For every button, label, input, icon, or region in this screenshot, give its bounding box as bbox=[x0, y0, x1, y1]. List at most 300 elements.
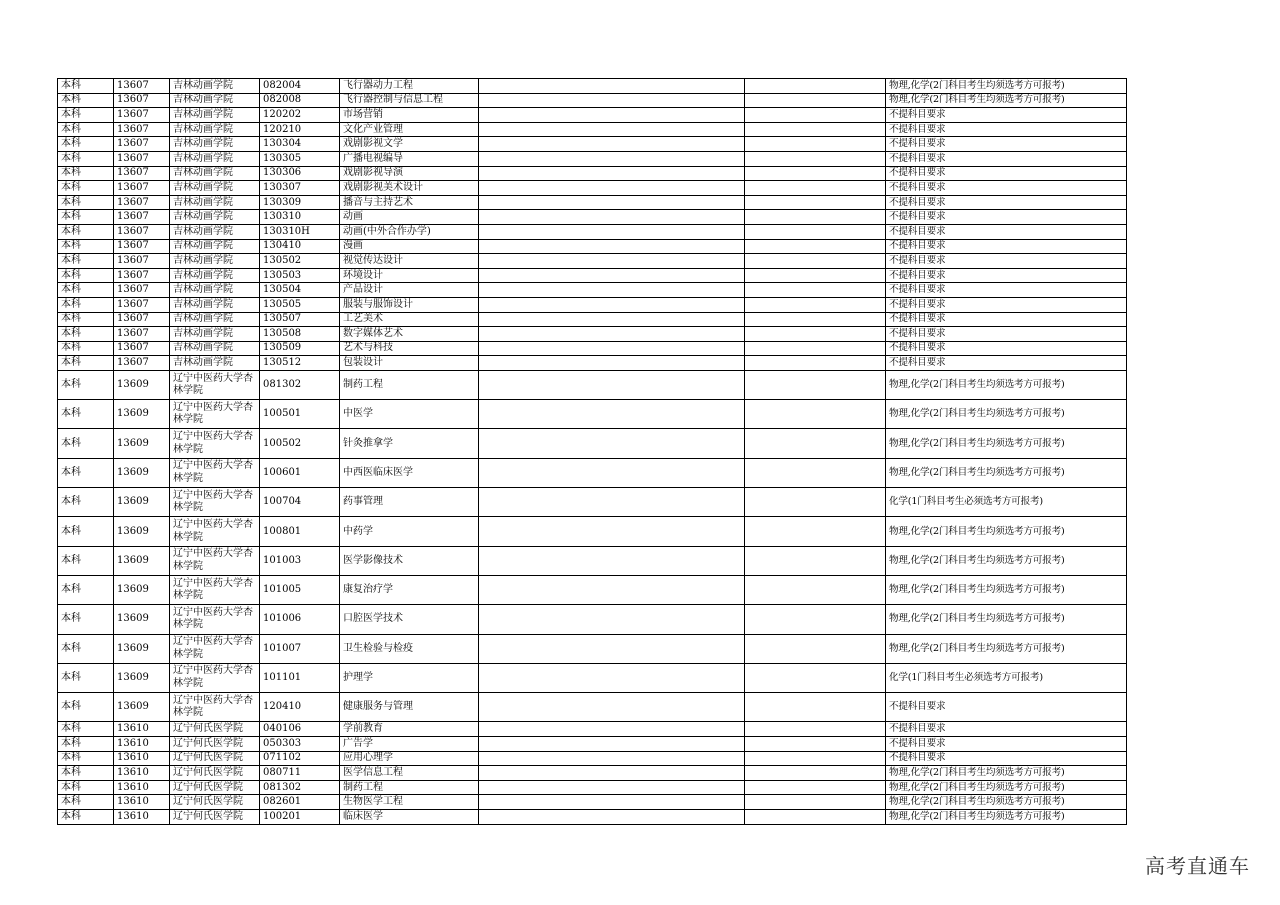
blank-cell bbox=[479, 151, 745, 166]
level-cell: 本科 bbox=[58, 810, 114, 825]
level-cell: 本科 bbox=[58, 575, 114, 604]
major-name-cell: 工艺美术 bbox=[340, 312, 479, 327]
school-name-cell: 辽宁中医药大学杏林学院 bbox=[170, 634, 260, 663]
subject-requirement-cell: 化学(1门科目考生必须选考方可报考) bbox=[886, 663, 1127, 692]
major-name-cell: 市场营销 bbox=[340, 108, 479, 123]
table-row bbox=[58, 239, 1127, 254]
level-cell: 本科 bbox=[58, 108, 114, 123]
major-name-cell: 中西医临床医学 bbox=[340, 458, 479, 487]
level-cell: 本科 bbox=[58, 93, 114, 108]
subject-requirement-cell: 物理,化学(2门科目考生均须选考方可报考) bbox=[886, 400, 1127, 429]
major-code-cell: 100501 bbox=[260, 400, 340, 429]
subject-requirement-cell: 不提科目要求 bbox=[886, 108, 1127, 123]
major-name-cell: 制药工程 bbox=[340, 780, 479, 795]
subject-requirements-table bbox=[57, 78, 1127, 825]
subject-requirement-cell: 物理,化学(2门科目考生均须选考方可报考) bbox=[886, 795, 1127, 810]
school-code-cell: 13610 bbox=[114, 766, 170, 781]
major-name-cell: 动画 bbox=[340, 210, 479, 225]
table-row bbox=[58, 137, 1127, 152]
level-cell: 本科 bbox=[58, 224, 114, 239]
blank-cell bbox=[479, 195, 745, 210]
school-code-cell: 13607 bbox=[114, 224, 170, 239]
school-name-cell: 辽宁何氏医学院 bbox=[170, 795, 260, 810]
school-code-cell: 13607 bbox=[114, 239, 170, 254]
school-name-cell: 吉林动画学院 bbox=[170, 224, 260, 239]
blank-cell bbox=[745, 766, 886, 781]
subject-requirement-cell: 不提科目要求 bbox=[886, 283, 1127, 298]
subject-requirement-cell: 物理,化学(2门科目考生均须选考方可报考) bbox=[886, 370, 1127, 399]
blank-cell bbox=[479, 795, 745, 810]
major-code-cell: 130504 bbox=[260, 283, 340, 298]
subject-requirement-cell: 不提科目要求 bbox=[886, 166, 1127, 181]
school-code-cell: 13609 bbox=[114, 370, 170, 399]
major-name-cell: 戏剧影视导演 bbox=[340, 166, 479, 181]
subject-requirement-cell: 物理,化学(2门科目考生均须选考方可报考) bbox=[886, 605, 1127, 634]
school-code-cell: 13609 bbox=[114, 458, 170, 487]
watermark: 高考直通车 bbox=[1145, 854, 1250, 878]
major-name-cell: 临床医学 bbox=[340, 810, 479, 825]
subject-requirement-cell: 物理,化学(2门科目考生均须选考方可报考) bbox=[886, 458, 1127, 487]
school-name-cell: 吉林动画学院 bbox=[170, 151, 260, 166]
blank-cell bbox=[745, 575, 886, 604]
level-cell: 本科 bbox=[58, 400, 114, 429]
blank-cell bbox=[745, 429, 886, 458]
level-cell: 本科 bbox=[58, 722, 114, 737]
table-row bbox=[58, 795, 1127, 810]
major-code-cell: 130410 bbox=[260, 239, 340, 254]
school-code-cell: 13607 bbox=[114, 108, 170, 123]
blank-cell bbox=[479, 429, 745, 458]
level-cell: 本科 bbox=[58, 605, 114, 634]
level-cell: 本科 bbox=[58, 737, 114, 752]
level-cell: 本科 bbox=[58, 634, 114, 663]
blank-cell bbox=[745, 780, 886, 795]
blank-cell bbox=[745, 268, 886, 283]
table-row bbox=[58, 181, 1127, 196]
level-cell: 本科 bbox=[58, 517, 114, 546]
major-code-cell: 082601 bbox=[260, 795, 340, 810]
school-code-cell: 13607 bbox=[114, 297, 170, 312]
table-row bbox=[58, 663, 1127, 692]
major-name-cell: 医学信息工程 bbox=[340, 766, 479, 781]
table-row bbox=[58, 108, 1127, 123]
blank-cell bbox=[479, 181, 745, 196]
subject-requirement-cell: 化学(1门科目考生必须选考方可报考) bbox=[886, 488, 1127, 517]
blank-cell bbox=[479, 663, 745, 692]
level-cell: 本科 bbox=[58, 693, 114, 722]
school-name-cell: 辽宁何氏医学院 bbox=[170, 722, 260, 737]
school-name-cell: 辽宁中医药大学杏林学院 bbox=[170, 546, 260, 575]
major-name-cell: 口腔医学技术 bbox=[340, 605, 479, 634]
school-code-cell: 13607 bbox=[114, 210, 170, 225]
table-row bbox=[58, 458, 1127, 487]
level-cell: 本科 bbox=[58, 356, 114, 371]
level-cell: 本科 bbox=[58, 166, 114, 181]
major-code-cell: 081302 bbox=[260, 370, 340, 399]
blank-cell bbox=[745, 737, 886, 752]
major-code-cell: 100201 bbox=[260, 810, 340, 825]
school-name-cell: 吉林动画学院 bbox=[170, 341, 260, 356]
level-cell: 本科 bbox=[58, 429, 114, 458]
subject-requirement-cell: 不提科目要求 bbox=[886, 224, 1127, 239]
level-cell: 本科 bbox=[58, 79, 114, 94]
school-code-cell: 13607 bbox=[114, 327, 170, 342]
level-cell: 本科 bbox=[58, 254, 114, 269]
table-row bbox=[58, 429, 1127, 458]
subject-requirement-cell: 不提科目要求 bbox=[886, 254, 1127, 269]
blank-cell bbox=[745, 751, 886, 766]
major-name-cell: 漫画 bbox=[340, 239, 479, 254]
blank-cell bbox=[479, 458, 745, 487]
table-row bbox=[58, 312, 1127, 327]
blank-cell bbox=[479, 356, 745, 371]
major-code-cell: 130503 bbox=[260, 268, 340, 283]
level-cell: 本科 bbox=[58, 151, 114, 166]
blank-cell bbox=[479, 517, 745, 546]
school-name-cell: 吉林动画学院 bbox=[170, 268, 260, 283]
major-code-cell: 101003 bbox=[260, 546, 340, 575]
level-cell: 本科 bbox=[58, 663, 114, 692]
table-row bbox=[58, 693, 1127, 722]
table-row bbox=[58, 780, 1127, 795]
subject-requirement-cell: 不提科目要求 bbox=[886, 693, 1127, 722]
table-row bbox=[58, 400, 1127, 429]
table-row bbox=[58, 810, 1127, 825]
blank-cell bbox=[479, 254, 745, 269]
subject-requirement-cell: 物理,化学(2门科目考生均须选考方可报考) bbox=[886, 546, 1127, 575]
major-name-cell: 动画(中外合作办学) bbox=[340, 224, 479, 239]
blank-cell bbox=[745, 312, 886, 327]
major-name-cell: 健康服务与管理 bbox=[340, 693, 479, 722]
blank-cell bbox=[479, 224, 745, 239]
level-cell: 本科 bbox=[58, 327, 114, 342]
blank-cell bbox=[479, 341, 745, 356]
table-row bbox=[58, 737, 1127, 752]
major-code-cell: 130305 bbox=[260, 151, 340, 166]
blank-cell bbox=[745, 341, 886, 356]
level-cell: 本科 bbox=[58, 137, 114, 152]
school-code-cell: 13609 bbox=[114, 575, 170, 604]
level-cell: 本科 bbox=[58, 458, 114, 487]
table-row bbox=[58, 370, 1127, 399]
school-name-cell: 吉林动画学院 bbox=[170, 254, 260, 269]
school-name-cell: 吉林动画学院 bbox=[170, 195, 260, 210]
major-code-cell: 120410 bbox=[260, 693, 340, 722]
blank-cell bbox=[479, 370, 745, 399]
table-row bbox=[58, 195, 1127, 210]
subject-requirement-cell: 不提科目要求 bbox=[886, 268, 1127, 283]
school-name-cell: 吉林动画学院 bbox=[170, 137, 260, 152]
table-row bbox=[58, 283, 1127, 298]
major-code-cell: 130304 bbox=[260, 137, 340, 152]
subject-requirement-cell: 不提科目要求 bbox=[886, 327, 1127, 342]
school-name-cell: 吉林动画学院 bbox=[170, 312, 260, 327]
blank-cell bbox=[745, 137, 886, 152]
table-row bbox=[58, 517, 1127, 546]
school-name-cell: 辽宁中医药大学杏林学院 bbox=[170, 663, 260, 692]
school-code-cell: 13609 bbox=[114, 429, 170, 458]
table-row bbox=[58, 122, 1127, 137]
level-cell: 本科 bbox=[58, 546, 114, 575]
blank-cell bbox=[745, 239, 886, 254]
blank-cell bbox=[479, 780, 745, 795]
table-row bbox=[58, 751, 1127, 766]
blank-cell bbox=[479, 239, 745, 254]
blank-cell bbox=[745, 546, 886, 575]
table-row bbox=[58, 224, 1127, 239]
blank-cell bbox=[479, 137, 745, 152]
major-name-cell: 广播电视编导 bbox=[340, 151, 479, 166]
subject-requirement-cell: 物理,化学(2门科目考生均须选考方可报考) bbox=[886, 634, 1127, 663]
school-code-cell: 13607 bbox=[114, 122, 170, 137]
level-cell: 本科 bbox=[58, 297, 114, 312]
blank-cell bbox=[745, 210, 886, 225]
blank-cell bbox=[479, 488, 745, 517]
major-name-cell: 中医学 bbox=[340, 400, 479, 429]
blank-cell bbox=[479, 93, 745, 108]
school-code-cell: 13607 bbox=[114, 341, 170, 356]
table-row bbox=[58, 93, 1127, 108]
school-name-cell: 吉林动画学院 bbox=[170, 210, 260, 225]
level-cell: 本科 bbox=[58, 488, 114, 517]
major-code-cell: 040106 bbox=[260, 722, 340, 737]
blank-cell bbox=[479, 575, 745, 604]
blank-cell bbox=[745, 283, 886, 298]
major-code-cell: 130505 bbox=[260, 297, 340, 312]
level-cell: 本科 bbox=[58, 210, 114, 225]
school-code-cell: 13609 bbox=[114, 605, 170, 634]
level-cell: 本科 bbox=[58, 268, 114, 283]
school-code-cell: 13610 bbox=[114, 751, 170, 766]
blank-cell bbox=[745, 181, 886, 196]
school-name-cell: 辽宁中医药大学杏林学院 bbox=[170, 693, 260, 722]
major-name-cell: 产品设计 bbox=[340, 283, 479, 298]
subject-requirement-cell: 不提科目要求 bbox=[886, 181, 1127, 196]
school-name-cell: 吉林动画学院 bbox=[170, 166, 260, 181]
school-code-cell: 13610 bbox=[114, 722, 170, 737]
blank-cell bbox=[479, 108, 745, 123]
major-name-cell: 医学影像技术 bbox=[340, 546, 479, 575]
blank-cell bbox=[745, 458, 886, 487]
subject-requirement-cell: 物理,化学(2门科目考生均须选考方可报考) bbox=[886, 766, 1127, 781]
subject-requirement-cell: 物理,化学(2门科目考生均须选考方可报考) bbox=[886, 429, 1127, 458]
subject-requirement-cell: 不提科目要求 bbox=[886, 297, 1127, 312]
table-row bbox=[58, 634, 1127, 663]
table-row bbox=[58, 356, 1127, 371]
major-code-cell: 130309 bbox=[260, 195, 340, 210]
blank-cell bbox=[479, 297, 745, 312]
blank-cell bbox=[745, 693, 886, 722]
subject-requirement-cell: 不提科目要求 bbox=[886, 737, 1127, 752]
major-code-cell: 082008 bbox=[260, 93, 340, 108]
blank-cell bbox=[745, 795, 886, 810]
school-code-cell: 13607 bbox=[114, 166, 170, 181]
subject-requirement-cell: 物理,化学(2门科目考生均须选考方可报考) bbox=[886, 780, 1127, 795]
school-name-cell: 吉林动画学院 bbox=[170, 108, 260, 123]
blank-cell bbox=[745, 517, 886, 546]
major-name-cell: 生物医学工程 bbox=[340, 795, 479, 810]
level-cell: 本科 bbox=[58, 181, 114, 196]
school-code-cell: 13609 bbox=[114, 693, 170, 722]
school-name-cell: 辽宁中医药大学杏林学院 bbox=[170, 458, 260, 487]
school-name-cell: 吉林动画学院 bbox=[170, 239, 260, 254]
major-name-cell: 播音与主持艺术 bbox=[340, 195, 479, 210]
major-name-cell: 飞行器动力工程 bbox=[340, 79, 479, 94]
major-code-cell: 101007 bbox=[260, 634, 340, 663]
blank-cell bbox=[479, 693, 745, 722]
major-name-cell: 广告学 bbox=[340, 737, 479, 752]
major-code-cell: 082004 bbox=[260, 79, 340, 94]
blank-cell bbox=[479, 751, 745, 766]
blank-cell bbox=[479, 737, 745, 752]
major-name-cell: 针灸推拿学 bbox=[340, 429, 479, 458]
level-cell: 本科 bbox=[58, 766, 114, 781]
blank-cell bbox=[745, 108, 886, 123]
school-name-cell: 辽宁何氏医学院 bbox=[170, 766, 260, 781]
blank-cell bbox=[745, 634, 886, 663]
major-name-cell: 视觉传达设计 bbox=[340, 254, 479, 269]
level-cell: 本科 bbox=[58, 312, 114, 327]
blank-cell bbox=[479, 327, 745, 342]
school-name-cell: 辽宁何氏医学院 bbox=[170, 780, 260, 795]
table-row bbox=[58, 722, 1127, 737]
major-name-cell: 飞行器控制与信息工程 bbox=[340, 93, 479, 108]
major-code-cell: 120210 bbox=[260, 122, 340, 137]
major-code-cell: 100601 bbox=[260, 458, 340, 487]
blank-cell bbox=[479, 210, 745, 225]
table-row bbox=[58, 327, 1127, 342]
blank-cell bbox=[479, 268, 745, 283]
school-name-cell: 吉林动画学院 bbox=[170, 356, 260, 371]
school-code-cell: 13609 bbox=[114, 400, 170, 429]
major-name-cell: 应用心理学 bbox=[340, 751, 479, 766]
major-code-cell: 101101 bbox=[260, 663, 340, 692]
level-cell: 本科 bbox=[58, 239, 114, 254]
subject-requirement-cell: 不提科目要求 bbox=[886, 122, 1127, 137]
table-row bbox=[58, 546, 1127, 575]
school-code-cell: 13610 bbox=[114, 795, 170, 810]
major-code-cell: 130306 bbox=[260, 166, 340, 181]
subject-requirement-cell: 物理,化学(2门科目考生均须选考方可报考) bbox=[886, 575, 1127, 604]
subject-requirement-cell: 物理,化学(2门科目考生均须选考方可报考) bbox=[886, 93, 1127, 108]
major-name-cell: 文化产业管理 bbox=[340, 122, 479, 137]
school-code-cell: 13609 bbox=[114, 634, 170, 663]
level-cell: 本科 bbox=[58, 751, 114, 766]
school-code-cell: 13607 bbox=[114, 137, 170, 152]
blank-cell bbox=[745, 166, 886, 181]
major-name-cell: 康复治疗学 bbox=[340, 575, 479, 604]
subject-requirement-cell: 物理,化学(2门科目考生均须选考方可报考) bbox=[886, 79, 1127, 94]
major-code-cell: 101005 bbox=[260, 575, 340, 604]
school-name-cell: 辽宁中医药大学杏林学院 bbox=[170, 400, 260, 429]
subject-requirement-cell: 不提科目要求 bbox=[886, 137, 1127, 152]
blank-cell bbox=[479, 166, 745, 181]
school-name-cell: 辽宁何氏医学院 bbox=[170, 810, 260, 825]
subject-requirement-cell: 不提科目要求 bbox=[886, 239, 1127, 254]
school-code-cell: 13607 bbox=[114, 181, 170, 196]
subject-requirement-cell: 不提科目要求 bbox=[886, 356, 1127, 371]
blank-cell bbox=[479, 634, 745, 663]
blank-cell bbox=[745, 151, 886, 166]
blank-cell bbox=[479, 722, 745, 737]
major-code-cell: 130307 bbox=[260, 181, 340, 196]
blank-cell bbox=[479, 400, 745, 429]
blank-cell bbox=[745, 79, 886, 94]
table-row bbox=[58, 210, 1127, 225]
table-row bbox=[58, 79, 1127, 94]
table-row bbox=[58, 766, 1127, 781]
table-row bbox=[58, 605, 1127, 634]
school-name-cell: 辽宁中医药大学杏林学院 bbox=[170, 488, 260, 517]
blank-cell bbox=[745, 722, 886, 737]
table-row bbox=[58, 268, 1127, 283]
school-name-cell: 吉林动画学院 bbox=[170, 297, 260, 312]
school-name-cell: 吉林动画学院 bbox=[170, 181, 260, 196]
school-code-cell: 13607 bbox=[114, 195, 170, 210]
school-code-cell: 13610 bbox=[114, 780, 170, 795]
blank-cell bbox=[745, 605, 886, 634]
subject-requirement-cell: 不提科目要求 bbox=[886, 751, 1127, 766]
major-code-cell: 130507 bbox=[260, 312, 340, 327]
subject-requirement-cell: 物理,化学(2门科目考生均须选考方可报考) bbox=[886, 517, 1127, 546]
table-row bbox=[58, 341, 1127, 356]
table-row bbox=[58, 488, 1127, 517]
blank-cell bbox=[745, 370, 886, 399]
level-cell: 本科 bbox=[58, 795, 114, 810]
table-row bbox=[58, 575, 1127, 604]
school-code-cell: 13609 bbox=[114, 488, 170, 517]
major-name-cell: 护理学 bbox=[340, 663, 479, 692]
table-row bbox=[58, 166, 1127, 181]
major-code-cell: 130310 bbox=[260, 210, 340, 225]
major-code-cell: 120202 bbox=[260, 108, 340, 123]
blank-cell bbox=[745, 122, 886, 137]
major-name-cell: 学前教育 bbox=[340, 722, 479, 737]
subject-requirement-cell: 不提科目要求 bbox=[886, 210, 1127, 225]
major-code-cell: 130512 bbox=[260, 356, 340, 371]
blank-cell bbox=[479, 122, 745, 137]
blank-cell bbox=[745, 400, 886, 429]
blank-cell bbox=[479, 766, 745, 781]
blank-cell bbox=[745, 297, 886, 312]
major-name-cell: 环境设计 bbox=[340, 268, 479, 283]
level-cell: 本科 bbox=[58, 283, 114, 298]
blank-cell bbox=[745, 356, 886, 371]
major-code-cell: 081302 bbox=[260, 780, 340, 795]
school-code-cell: 13607 bbox=[114, 151, 170, 166]
level-cell: 本科 bbox=[58, 341, 114, 356]
school-name-cell: 辽宁何氏医学院 bbox=[170, 737, 260, 752]
level-cell: 本科 bbox=[58, 370, 114, 399]
major-code-cell: 100801 bbox=[260, 517, 340, 546]
table-row bbox=[58, 297, 1127, 312]
level-cell: 本科 bbox=[58, 122, 114, 137]
school-name-cell: 吉林动画学院 bbox=[170, 122, 260, 137]
blank-cell bbox=[479, 810, 745, 825]
school-name-cell: 吉林动画学院 bbox=[170, 283, 260, 298]
major-name-cell: 卫生检验与检疫 bbox=[340, 634, 479, 663]
blank-cell bbox=[479, 546, 745, 575]
subject-requirement-cell: 不提科目要求 bbox=[886, 151, 1127, 166]
school-name-cell: 吉林动画学院 bbox=[170, 79, 260, 94]
table-row bbox=[58, 254, 1127, 269]
school-name-cell: 吉林动画学院 bbox=[170, 327, 260, 342]
school-code-cell: 13607 bbox=[114, 254, 170, 269]
major-name-cell: 制药工程 bbox=[340, 370, 479, 399]
major-name-cell: 中药学 bbox=[340, 517, 479, 546]
school-code-cell: 13609 bbox=[114, 663, 170, 692]
school-name-cell: 辽宁中医药大学杏林学院 bbox=[170, 517, 260, 546]
